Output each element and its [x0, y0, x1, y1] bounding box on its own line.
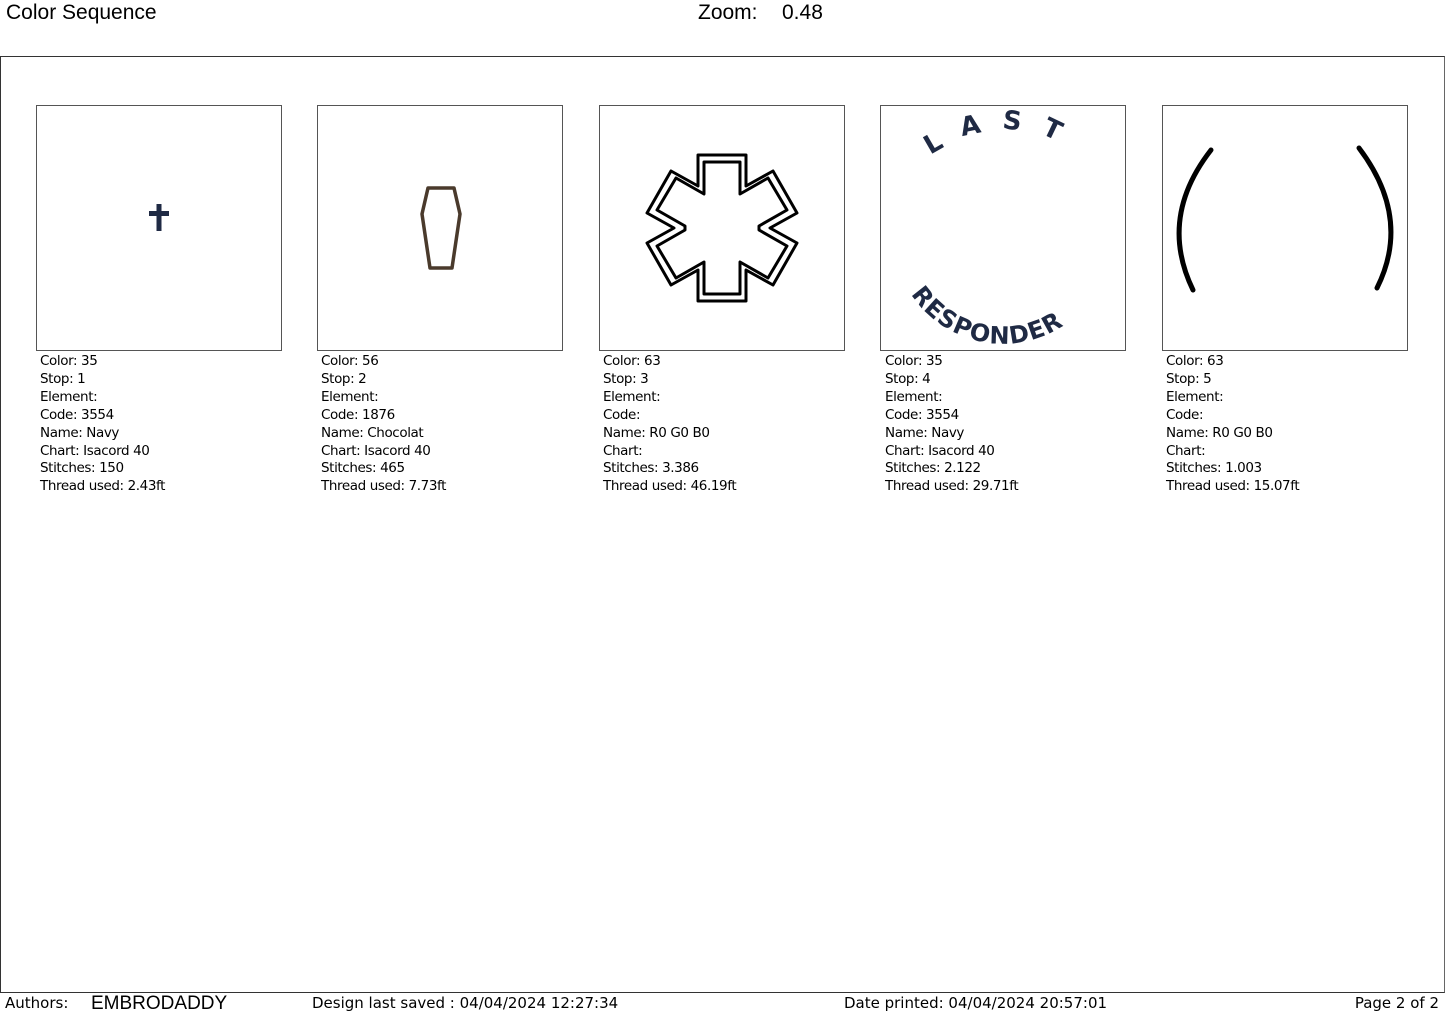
- stitches-line: Stitches: 3.386: [603, 460, 699, 477]
- color-line: Color: 63: [1166, 353, 1224, 369]
- name-line: Name: Navy: [885, 424, 965, 441]
- thread-line: Thread used: 15.07ft: [1166, 478, 1300, 495]
- chart-line: Chart: Isacord 40: [40, 442, 150, 459]
- code-line: Code:: [603, 406, 641, 423]
- stop-3-info: [603, 353, 736, 496]
- stop-4-swatch: [880, 105, 1126, 351]
- star-of-life-icon: [600, 106, 844, 350]
- code-line: Code: 1876: [321, 406, 395, 423]
- code-line: Code: 3554: [40, 406, 114, 423]
- stitches-line: Stitches: 150: [40, 460, 124, 477]
- name-line: Name: R0 G0 B0: [603, 424, 710, 441]
- authors-value: EMBRODADDY: [91, 993, 228, 1014]
- code-line: Code: 3554: [885, 406, 959, 423]
- stop-1-swatch: [36, 105, 282, 351]
- arched-text-design: [881, 106, 1125, 350]
- stop-line: Stop: 4: [885, 370, 931, 387]
- thread-line: Thread used: 7.73ft: [321, 478, 447, 495]
- text-bottom: RESPONDER: [905, 280, 1068, 350]
- name-line: Name: Navy: [40, 424, 120, 441]
- zoom-value: 0.48: [782, 1, 823, 24]
- page-number: Page 2 of 2: [1354, 994, 1439, 1012]
- color-line: Color: 56: [321, 353, 379, 369]
- element-line: Element:: [321, 388, 379, 405]
- thread-line: Thread used: 2.43ft: [40, 478, 166, 495]
- stitches-line: Stitches: 465: [321, 460, 405, 477]
- name-line: Name: Chocolat: [321, 424, 424, 441]
- stop-2-info: [321, 353, 446, 496]
- stop-5-info: [1166, 353, 1299, 496]
- stop-line: Stop: 5: [1166, 370, 1212, 387]
- stop-3-swatch: [599, 105, 845, 351]
- parentheses-icon: [1163, 106, 1407, 350]
- authors-label: Authors:: [5, 994, 69, 1012]
- stitches-line: Stitches: 1.003: [1166, 460, 1262, 477]
- chart-line: Chart:: [1166, 442, 1206, 459]
- chart-line: Chart: Isacord 40: [885, 442, 995, 459]
- element-line: Element:: [885, 388, 943, 405]
- color-line: Color: 63: [603, 353, 661, 369]
- text-top: LAST: [918, 106, 1085, 161]
- code-line: Code:: [1166, 406, 1204, 423]
- design-last-saved: Design last saved : 04/04/2024 12:27:34: [312, 994, 619, 1012]
- stitches-line: Stitches: 2.122: [885, 460, 981, 477]
- stop-5-swatch: [1162, 105, 1408, 351]
- coffin-icon: [318, 106, 562, 350]
- stop-line: Stop: 2: [321, 370, 367, 387]
- page-title: Color Sequence: [6, 1, 157, 24]
- stop-line: Stop: 1: [40, 370, 86, 387]
- element-line: Element:: [1166, 388, 1224, 405]
- stop-1-info: [40, 353, 165, 496]
- thread-line: Thread used: 46.19ft: [603, 478, 737, 495]
- element-line: Element:: [40, 388, 98, 405]
- date-printed: Date printed: 04/04/2024 20:57:01: [844, 994, 1108, 1012]
- color-line: Color: 35: [40, 353, 98, 369]
- name-line: Name: R0 G0 B0: [1166, 424, 1273, 441]
- stop-line: Stop: 3: [603, 370, 649, 387]
- chart-line: Chart: Isacord 40: [321, 442, 431, 459]
- element-line: Element:: [603, 388, 661, 405]
- stop-4-info: [885, 353, 1018, 496]
- color-line: Color: 35: [885, 353, 943, 369]
- zoom-label: Zoom:: [698, 1, 758, 24]
- thread-line: Thread used: 29.71ft: [885, 478, 1019, 495]
- stop-2-swatch: [317, 105, 563, 351]
- chart-line: Chart:: [603, 442, 643, 459]
- cross-icon: [37, 106, 281, 350]
